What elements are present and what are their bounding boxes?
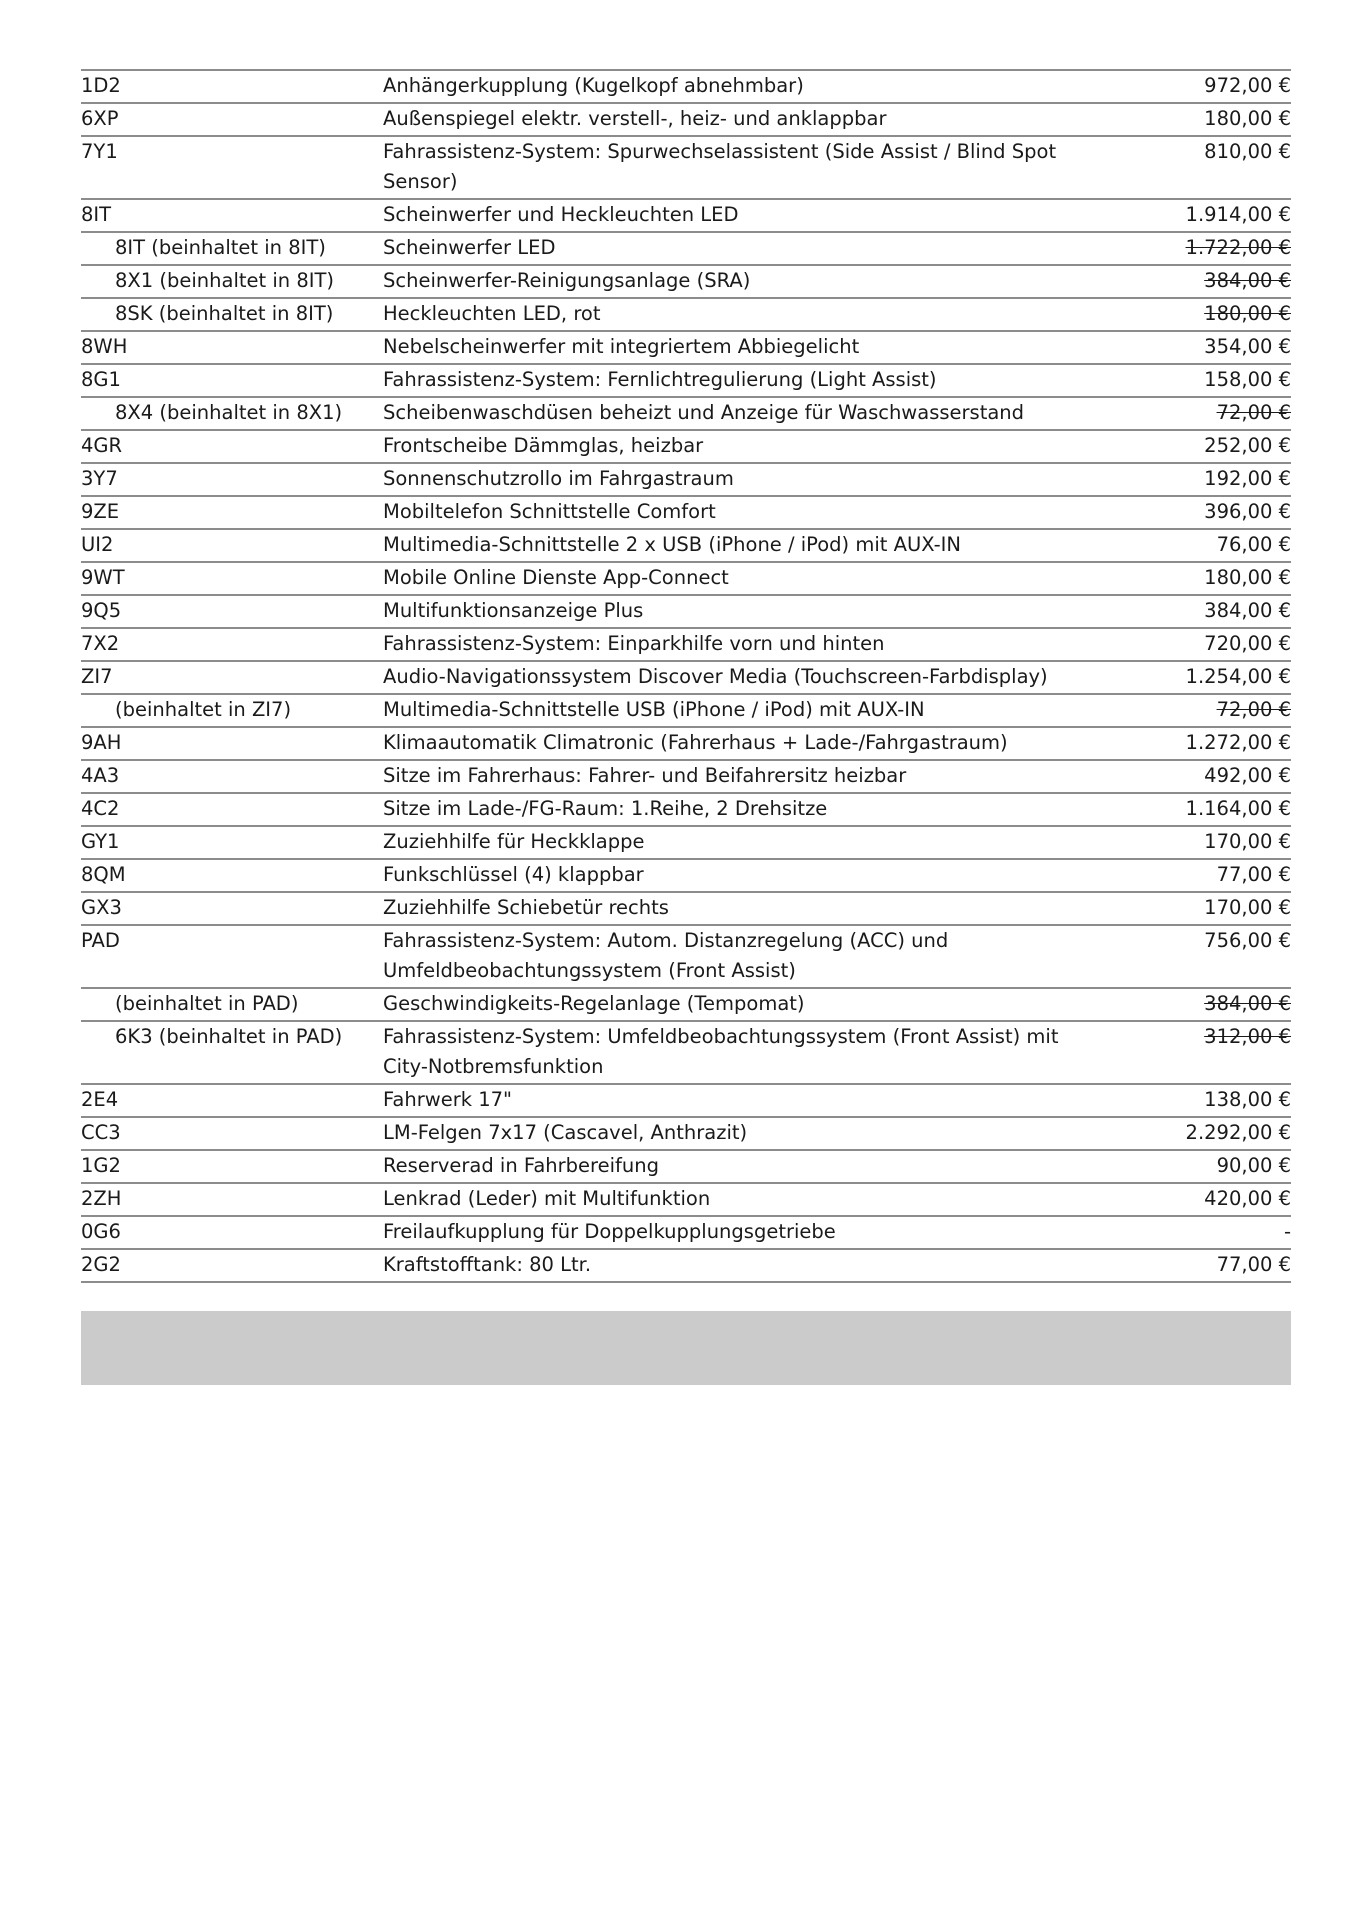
option-row	[81, 826, 1291, 859]
option-price: 170,00 €	[1143, 826, 1291, 859]
option-row	[81, 103, 1291, 136]
option-code: GY1	[81, 826, 383, 859]
option-price: 396,00 €	[1143, 496, 1291, 529]
option-description: Mobiltelefon Schnittstelle Comfort	[383, 496, 1143, 529]
option-description: Scheinwerfer LED	[383, 232, 1143, 265]
option-code: 8WH	[81, 331, 383, 364]
option-row	[81, 595, 1291, 628]
option-description: Frontscheibe Dämmglas, heizbar	[383, 430, 1143, 463]
option-code: 9ZE	[81, 496, 383, 529]
option-row	[81, 562, 1291, 595]
option-code: 2G2	[81, 1249, 383, 1282]
option-row	[81, 463, 1291, 496]
option-description: Scheinwerfer und Heckleuchten LED	[383, 199, 1143, 232]
option-code: 4A3	[81, 760, 383, 793]
options-table-body	[81, 70, 1291, 1282]
option-price: 1.254,00 €	[1143, 661, 1291, 694]
option-description: Anhängerkupplung (Kugelkopf abnehmbar)	[383, 70, 1143, 103]
option-code: 2ZH	[81, 1183, 383, 1216]
option-code: 0G6	[81, 1216, 383, 1249]
option-code: (beinhaltet in PAD)	[81, 988, 383, 1021]
option-price: 492,00 €	[1143, 760, 1291, 793]
option-description: Kraftstofftank: 80 Ltr.	[383, 1249, 1143, 1282]
option-description: Zuziehhilfe für Heckklappe	[383, 826, 1143, 859]
option-price: 384,00 €	[1143, 595, 1291, 628]
option-code: 8G1	[81, 364, 383, 397]
option-code: 2E4	[81, 1084, 383, 1117]
option-price: 1.164,00 €	[1143, 793, 1291, 826]
option-code: 1D2	[81, 70, 383, 103]
option-description: Fahrassistenz-System: Autom. Distanzregelung (ACC) und Umfeldbeobachtungssystem (Front Assist)	[383, 925, 1143, 988]
option-description: Fahrassistenz-System: Spurwechselassistent (Side Assist / Blind Spot Sensor)	[383, 136, 1143, 199]
option-price-struck: 312,00 €	[1143, 1021, 1291, 1084]
option-price: 1.272,00 €	[1143, 727, 1291, 760]
option-row	[81, 1249, 1291, 1282]
option-description: Multifunktionsanzeige Plus	[383, 595, 1143, 628]
option-row	[81, 727, 1291, 760]
option-code: 8SK (beinhaltet in 8IT)	[81, 298, 383, 331]
option-code: 3Y7	[81, 463, 383, 496]
option-price: 972,00 €	[1143, 70, 1291, 103]
option-price: 180,00 €	[1143, 562, 1291, 595]
option-price: 170,00 €	[1143, 892, 1291, 925]
option-price: -	[1143, 1216, 1291, 1249]
option-code: 4GR	[81, 430, 383, 463]
option-code: UI2	[81, 529, 383, 562]
option-code: 8IT (beinhaltet in 8IT)	[81, 232, 383, 265]
option-description: Fahrassistenz-System: Einparkhilfe vorn und hinten	[383, 628, 1143, 661]
option-description: Audio-Navigationssystem Discover Media (Touchscreen-Farbdisplay)	[383, 661, 1143, 694]
option-description: Scheibenwaschdüsen beheizt und Anzeige für Waschwasserstand	[383, 397, 1143, 430]
option-price: 90,00 €	[1143, 1150, 1291, 1183]
option-price-struck: 72,00 €	[1143, 694, 1291, 727]
option-description: Funkschlüssel (4) klappbar	[383, 859, 1143, 892]
option-row	[81, 1216, 1291, 1249]
option-description: Heckleuchten LED, rot	[383, 298, 1143, 331]
option-description: Außenspiegel elektr. verstell-, heiz- und anklappbar	[383, 103, 1143, 136]
option-row	[81, 892, 1291, 925]
option-description: Mobile Online Dienste App-Connect	[383, 562, 1143, 595]
option-price: 2.292,00 €	[1143, 1117, 1291, 1150]
option-description: Geschwindigkeits-Regelanlage (Tempomat)	[383, 988, 1143, 1021]
option-row	[81, 1117, 1291, 1150]
option-price: 252,00 €	[1143, 430, 1291, 463]
option-description: Sonnenschutzrollo im Fahrgastraum	[383, 463, 1143, 496]
option-code: GX3	[81, 892, 383, 925]
option-code: 9Q5	[81, 595, 383, 628]
option-price: 354,00 €	[1143, 331, 1291, 364]
option-code: 6XP	[81, 103, 383, 136]
option-row	[81, 859, 1291, 892]
option-price: 180,00 €	[1143, 103, 1291, 136]
option-price-struck: 384,00 €	[1143, 988, 1291, 1021]
footer-grey-bar	[81, 1311, 1291, 1385]
option-description: Sitze im Fahrerhaus: Fahrer- und Beifahrersitz heizbar	[383, 760, 1143, 793]
option-price: 1.914,00 €	[1143, 199, 1291, 232]
option-price-struck: 1.722,00 €	[1143, 232, 1291, 265]
option-description: Fahrwerk 17"	[383, 1084, 1143, 1117]
option-description: Nebelscheinwerfer mit integriertem Abbiegelicht	[383, 331, 1143, 364]
option-row	[81, 760, 1291, 793]
option-description: LM-Felgen 7x17 (Cascavel, Anthrazit)	[383, 1117, 1143, 1150]
option-price: 138,00 €	[1143, 1084, 1291, 1117]
option-price: 192,00 €	[1143, 463, 1291, 496]
option-row-included	[81, 298, 1291, 331]
option-row-included	[81, 1021, 1291, 1084]
option-price: 158,00 €	[1143, 364, 1291, 397]
option-price-struck: 384,00 €	[1143, 265, 1291, 298]
option-description: Zuziehhilfe Schiebetür rechts	[383, 892, 1143, 925]
document-page	[81, 69, 1291, 1385]
option-price-struck: 180,00 €	[1143, 298, 1291, 331]
option-row	[81, 70, 1291, 103]
option-code: 6K3 (beinhaltet in PAD)	[81, 1021, 383, 1084]
option-row	[81, 529, 1291, 562]
option-description: Reserverad in Fahrbereifung	[383, 1150, 1143, 1183]
option-code: 8IT	[81, 199, 383, 232]
option-code: 8QM	[81, 859, 383, 892]
option-row	[81, 925, 1291, 988]
option-row	[81, 1183, 1291, 1216]
options-table	[81, 69, 1291, 1283]
option-row	[81, 628, 1291, 661]
option-description: Fahrassistenz-System: Umfeldbeobachtungssystem (Front Assist) mit City-Notbremsfunktion	[383, 1021, 1143, 1084]
option-row-included	[81, 397, 1291, 430]
option-code: (beinhaltet in ZI7)	[81, 694, 383, 727]
option-code: 9WT	[81, 562, 383, 595]
option-row	[81, 496, 1291, 529]
option-code: 7Y1	[81, 136, 383, 199]
option-price-struck: 72,00 €	[1143, 397, 1291, 430]
option-row	[81, 364, 1291, 397]
option-description: Scheinwerfer-Reinigungsanlage (SRA)	[383, 265, 1143, 298]
option-row	[81, 793, 1291, 826]
option-code: 1G2	[81, 1150, 383, 1183]
option-row	[81, 331, 1291, 364]
option-code: PAD	[81, 925, 383, 988]
option-row	[81, 661, 1291, 694]
option-row	[81, 1084, 1291, 1117]
option-price: 77,00 €	[1143, 1249, 1291, 1282]
option-price: 420,00 €	[1143, 1183, 1291, 1216]
option-row	[81, 430, 1291, 463]
option-code: 8X1 (beinhaltet in 8IT)	[81, 265, 383, 298]
option-price: 756,00 €	[1143, 925, 1291, 988]
option-code: 9AH	[81, 727, 383, 760]
option-price: 810,00 €	[1143, 136, 1291, 199]
option-row-included	[81, 265, 1291, 298]
option-price: 720,00 €	[1143, 628, 1291, 661]
option-code: 8X4 (beinhaltet in 8X1)	[81, 397, 383, 430]
option-price: 77,00 €	[1143, 859, 1291, 892]
option-description: Multimedia-Schnittstelle 2 x USB (iPhone / iPod) mit AUX-IN	[383, 529, 1143, 562]
option-code: 7X2	[81, 628, 383, 661]
option-price: 76,00 €	[1143, 529, 1291, 562]
option-row-included	[81, 232, 1291, 265]
option-description: Multimedia-Schnittstelle USB (iPhone / iPod) mit AUX-IN	[383, 694, 1143, 727]
option-code: ZI7	[81, 661, 383, 694]
option-row-included	[81, 988, 1291, 1021]
option-code: CC3	[81, 1117, 383, 1150]
option-row-included	[81, 694, 1291, 727]
option-description: Lenkrad (Leder) mit Multifunktion	[383, 1183, 1143, 1216]
option-row	[81, 199, 1291, 232]
option-description: Freilaufkupplung für Doppelkupplungsgetriebe	[383, 1216, 1143, 1249]
option-description: Sitze im Lade-/FG-Raum: 1.Reihe, 2 Drehsitze	[383, 793, 1143, 826]
option-code: 4C2	[81, 793, 383, 826]
option-description: Fahrassistenz-System: Fernlichtregulierung (Light Assist)	[383, 364, 1143, 397]
option-row	[81, 136, 1291, 199]
option-row	[81, 1150, 1291, 1183]
option-description: Klimaautomatik Climatronic (Fahrerhaus + Lade-/Fahrgastraum)	[383, 727, 1143, 760]
